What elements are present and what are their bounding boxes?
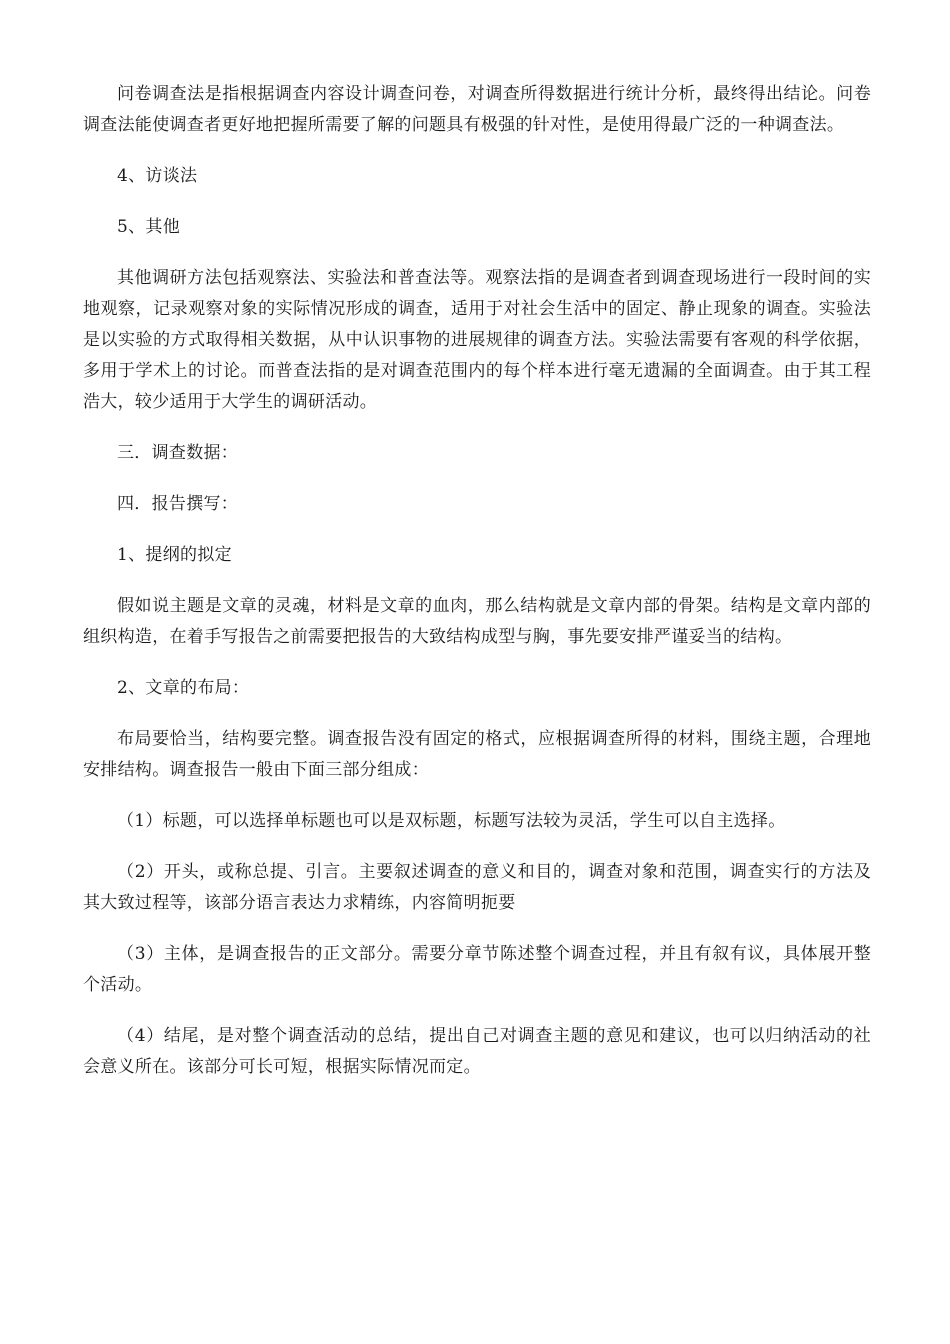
heading-report-writing: 四．报告撰写： <box>117 494 239 514</box>
item-opening: （2）开头，或称总提、引言。主要叙述调查的意义和目的，调查对象和范围，调查实行的方法及其大致过程等，该部分语言表达力求精练，内容简明扼要 <box>83 862 871 913</box>
paragraph-other-methods: 其他调研方法包括观察法、实验法和普查法等。观察法指的是调查者到调查现场进行一段时间的实地观察，记录观察对象的实际情况形成的调查，适用于对社会生活中的固定、静止现象的调查。实验法是以实验的方式取得相关数据，从中认识事物的进展规律的调查方法。实验法需要有客观的科学依据，多用于学术上的讨论。而普查法指的是对调查范围内的每个样本进行毫无遗漏的全面调查。由于其工程浩大，较少适用于大学生的调研活动。 <box>83 268 871 412</box>
heading-interview-method: 4、访谈法 <box>117 166 198 186</box>
item-body: （3）主体，是调查报告的正文部分。需要分章节陈述整个调查过程，并且有叙有议，具体展开整个活动。 <box>83 944 871 995</box>
heading-outline: 1、提纲的拟定 <box>117 545 232 565</box>
item-title: （1）标题，可以选择单标题也可以是双标题，标题写法较为灵活，学生可以自主选择。 <box>117 811 786 831</box>
paragraph-outline: 假如说主题是文章的灵魂，材料是文章的血肉，那么结构就是文章内部的骨架。结构是文章内部的组织构造，在着手写报告之前需要把报告的大致结构成型与胸，事先要安排严谨妥当的结构。 <box>83 596 871 647</box>
heading-layout: 2、文章的布局： <box>117 678 250 698</box>
heading-other-methods: 5、其他 <box>117 217 181 237</box>
paragraph-layout: 布局要恰当，结构要完整。调查报告没有固定的格式，应根据调查所得的材料，围绕主题，合理地安排结构。调查报告一般由下面三部分组成： <box>83 729 871 780</box>
document-page <box>83 79 871 1083</box>
item-ending: （4）结尾，是对整个调查活动的总结，提出自己对调查主题的意见和建议，也可以归纳活动的社会意义所在。该部分可长可短，根据实际情况而定。 <box>83 1026 871 1077</box>
heading-survey-data: 三．调查数据： <box>117 443 239 463</box>
paragraph-questionnaire-method: 问卷调查法是指根据调查内容设计调查问卷，对调查所得数据进行统计分析，最终得出结论。问卷调查法能使调查者更好地把握所需要了解的问题具有极强的针对性，是使用得最广泛的一种调查法。 <box>83 84 871 135</box>
